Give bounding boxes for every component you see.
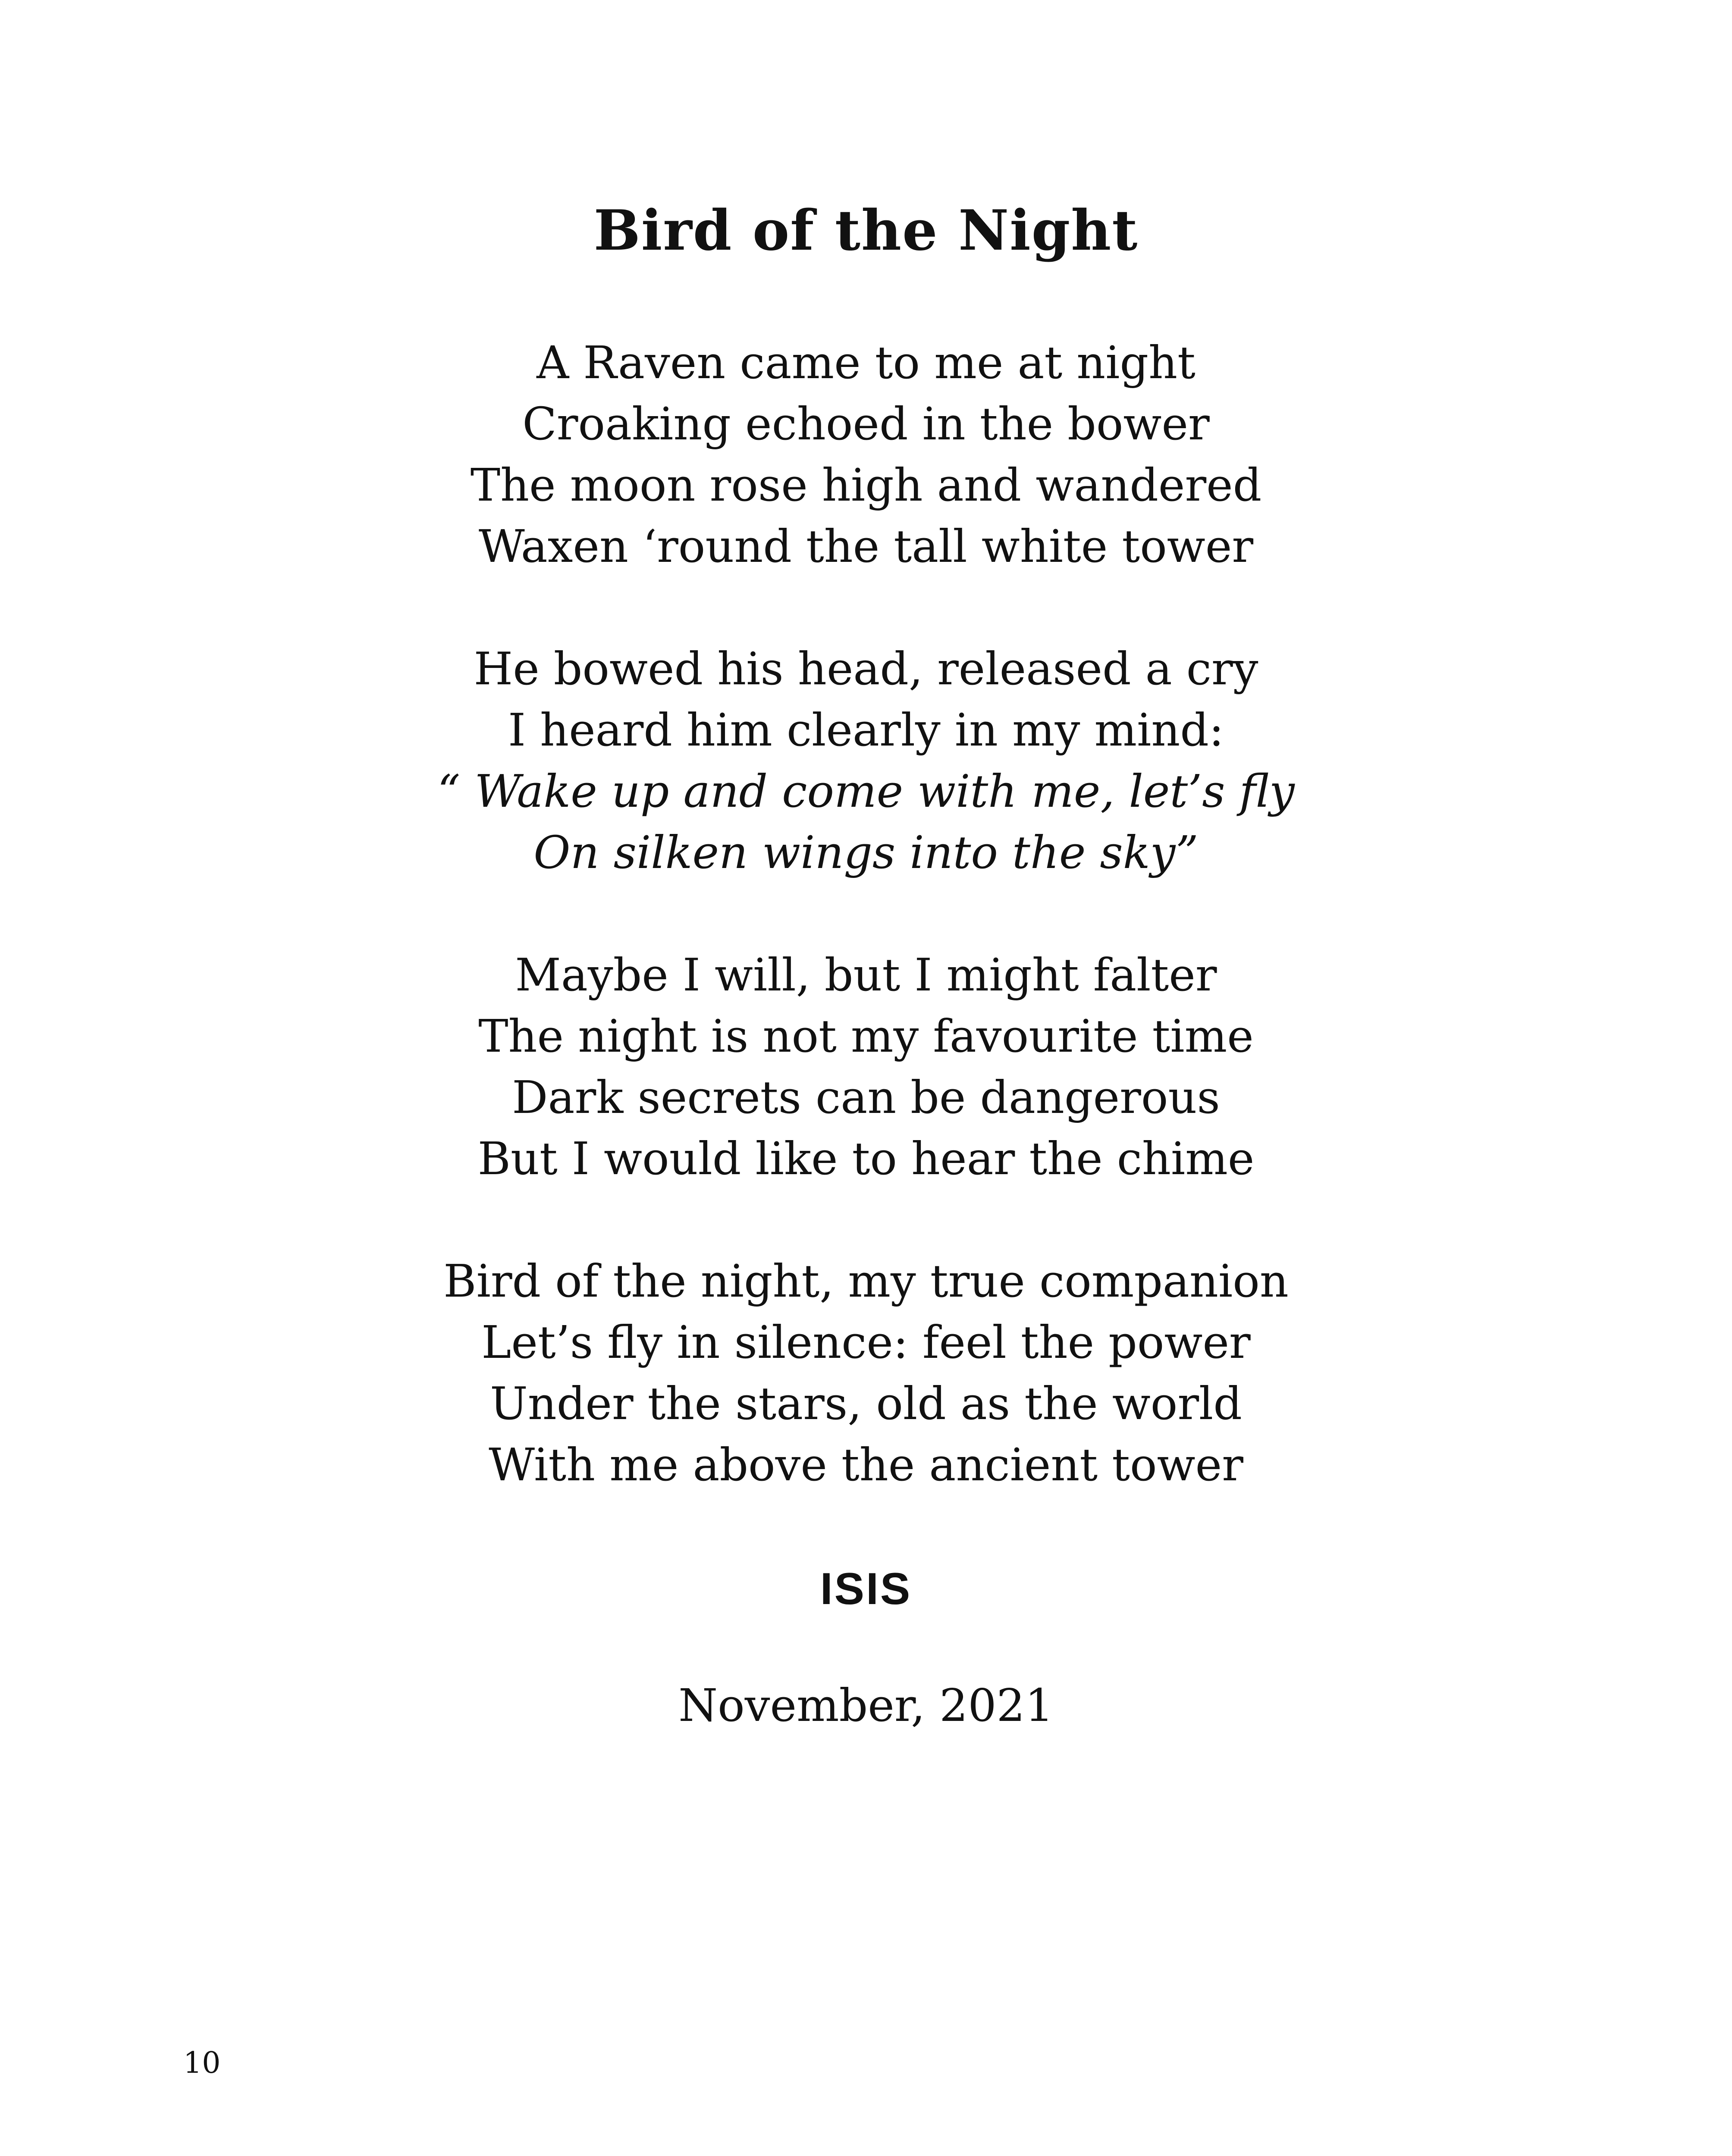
poem-line: Dark secrets can be dangerous <box>512 1071 1220 1124</box>
poem-line: Let’s fly in silence: feel the power <box>481 1316 1251 1369</box>
stanza-1 <box>0 332 1732 577</box>
poem-title: Bird of the Night <box>593 198 1139 263</box>
stanza-2 <box>0 638 1732 883</box>
poem-line: Croaking echoed in the bower <box>522 398 1210 450</box>
poem-line: But I would like to hear the chime <box>477 1132 1255 1185</box>
poem-line-quoted: “ Wake up and come with me, let’s fly <box>437 765 1295 818</box>
poem-line: I heard him clearly in my mind: <box>508 704 1224 756</box>
poem-line: A Raven came to me at night <box>537 336 1195 389</box>
stanza-4 <box>0 1250 1732 1495</box>
poem-date: November, 2021 <box>678 1679 1054 1732</box>
poem-body <box>0 332 1732 1557</box>
poem-line: He bowed his head, released a cry <box>474 642 1258 695</box>
poem-line: Waxen ‘round the tall white tower <box>478 520 1254 573</box>
poem-line-quoted: On silken wings into the sky” <box>533 826 1199 879</box>
poem-line: With me above the ancient tower <box>489 1438 1243 1491</box>
page-number: 10 <box>183 2046 221 2080</box>
poem-line: Under the stars, old as the world <box>490 1377 1242 1430</box>
author-name: ISIS <box>820 1564 912 1614</box>
poem-line: Maybe I will, but I might falter <box>515 949 1217 1001</box>
poem-line: Bird of the night, my true companion <box>443 1255 1289 1307</box>
poem-line: The moon rose high and wandered <box>470 459 1262 511</box>
stanza-3 <box>0 944 1732 1189</box>
poem-line: The night is not my favourite time <box>478 1010 1254 1062</box>
